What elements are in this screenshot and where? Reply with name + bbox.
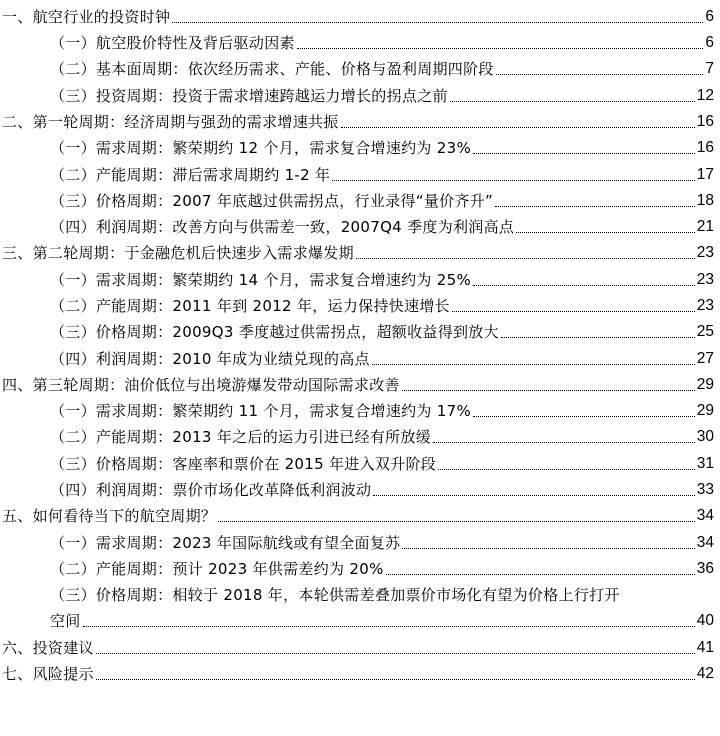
toc-entry-page: 23: [696, 297, 714, 314]
toc-entry-title: 六、投资建议: [2, 639, 94, 657]
toc-entry-page: 29: [696, 376, 714, 393]
dot-leader: [96, 679, 695, 680]
toc-entry-wrapped-continuation[interactable]: [0, 606, 714, 632]
toc-entry[interactable]: [0, 396, 714, 422]
dot-leader: [373, 495, 694, 496]
toc-entry-title: 一、航空行业的投资时钟: [2, 8, 171, 26]
toc-entry-title: 二、第一轮周期：经济周期与强劲的需求增速共振: [2, 113, 339, 131]
toc-entry[interactable]: [0, 344, 714, 370]
toc-entry-title: （四）利润周期：2010 年成为业绩兑现的高点: [50, 350, 370, 368]
toc-entry-title: （一）需求周期：繁荣期约 14 个月，需求复合增速约为 25%: [50, 271, 472, 289]
toc-entry[interactable]: [0, 528, 714, 554]
toc-entry-title: （三）价格周期：客座率和票价在 2015 年进入双升阶段: [50, 455, 437, 473]
toc-entry-title: （一）需求周期：繁荣期约 11 个月，需求复合增速约为 17%: [50, 402, 472, 420]
toc-entry-title: （二）产能周期：2013 年之后的运力引进已经有所放缓: [50, 428, 432, 446]
toc-entry-title: 四、第三轮周期：油价低位与出境游爆发带动国际需求改善: [2, 376, 400, 394]
toc-entry[interactable]: [0, 265, 714, 291]
toc-entry-title-line1: （三）价格周期：相较于 2018 年，本轮供需差叠加票价市场化有望为价格上行打开: [50, 586, 620, 604]
dot-leader: [402, 548, 694, 549]
toc-entry[interactable]: [0, 475, 714, 501]
dot-leader: [452, 311, 695, 312]
dot-leader: [341, 127, 695, 128]
toc-entry[interactable]: [0, 133, 714, 159]
toc-entry-page: 16: [696, 139, 714, 156]
dot-leader: [402, 390, 695, 391]
dot-leader: [386, 574, 695, 575]
dot-leader: [501, 337, 695, 338]
toc-entry-title: （四）利润周期：票价市场化改革降低利润波动: [50, 481, 372, 499]
dot-leader: [332, 180, 694, 181]
toc-entry-page: 34: [696, 507, 714, 524]
dot-leader: [496, 74, 704, 75]
toc-entry-title: （一）需求周期：繁荣期约 12 个月，需求复合增速约为 23%: [50, 139, 472, 157]
toc-entry-title: （二）产能周期：预计 2023 年供需差约为 20%: [50, 560, 384, 578]
toc-entry[interactable]: [0, 2, 714, 28]
toc-entry-title: （三）投资周期：投资于需求增速跨越运力增长的拐点之前: [50, 87, 448, 105]
toc-entry[interactable]: [0, 554, 714, 580]
toc-entry-wrapped[interactable]: [0, 580, 714, 606]
toc-entry-page: 29: [696, 402, 714, 419]
toc-entry[interactable]: [0, 107, 714, 133]
toc-entry[interactable]: [0, 28, 714, 54]
toc-entry-page: 30: [696, 428, 714, 445]
dot-leader: [83, 626, 695, 627]
toc-entry[interactable]: [0, 212, 714, 238]
dot-leader: [96, 653, 695, 654]
toc-entry-title: （二）产能周期：滞后需求周期约 1-2 年: [50, 166, 331, 184]
toc-entry-title: （三）价格周期：2007 年底越过供需拐点，行业录得“量价齐升”: [50, 192, 494, 210]
toc-entry[interactable]: [0, 81, 714, 107]
toc-entry[interactable]: [0, 422, 714, 448]
dot-leader: [495, 206, 695, 207]
toc-entry-page: 31: [696, 455, 714, 472]
toc-entry-title: （三）价格周期：2009Q3 季度越过供需拐点，超额收益得到放大: [50, 323, 499, 341]
toc-entry-page: 33: [696, 481, 714, 498]
toc-entry-page: 6: [705, 34, 714, 51]
dot-leader: [372, 364, 695, 365]
dot-leader: [473, 153, 695, 154]
toc-entry-title: （二）基本面周期：依次经历需求、产能、价格与盈利周期四阶段: [50, 60, 494, 78]
toc-entry[interactable]: [0, 238, 714, 264]
toc-entry-title: （四）利润周期：改善方向与供需差一致，2007Q4 季度为利润高点: [50, 218, 515, 236]
toc-entry-page: 25: [696, 323, 714, 340]
toc-entry-page: 23: [696, 271, 714, 288]
toc-entry[interactable]: [0, 54, 714, 80]
toc-entry-page: 21: [696, 218, 714, 235]
toc-entry-page: 17: [696, 166, 714, 183]
dot-leader: [433, 442, 695, 443]
toc-entry[interactable]: [0, 291, 714, 317]
toc-entry-page: 36: [696, 560, 714, 577]
toc-entry[interactable]: [0, 370, 714, 396]
toc-entry-title-line2: 空间: [50, 612, 81, 630]
toc-entry-page: 6: [705, 8, 714, 25]
dot-leader: [172, 22, 703, 23]
toc-entry-page: 12: [696, 87, 714, 104]
toc-entry-page: 40: [696, 612, 714, 629]
toc-entry-title: （一）需求周期：2023 年国际航线或有望全面复苏: [50, 534, 401, 552]
dot-leader: [473, 285, 695, 286]
toc-entry-title: （一）航空股价特性及背后驱动因素: [50, 34, 295, 52]
toc-entry-title: 七、风险提示: [2, 665, 94, 683]
toc-entry-page: 18: [696, 192, 714, 209]
toc-entry-page: 27: [696, 350, 714, 367]
toc-entry[interactable]: [0, 449, 714, 475]
dot-leader: [450, 101, 695, 102]
toc-entry-title: 五、如何看待当下的航空周期？: [2, 507, 217, 525]
toc-entry-page: 23: [696, 244, 714, 261]
dot-leader: [356, 258, 695, 259]
toc-entry[interactable]: [0, 160, 714, 186]
toc-entry-title: （二）产能周期：2011 年到 2012 年，运力保持快速增长: [50, 297, 450, 315]
toc-entry[interactable]: [0, 633, 714, 659]
toc-entry-page: 34: [696, 534, 714, 551]
toc-entry-page: 7: [705, 60, 714, 77]
toc-entry[interactable]: [0, 317, 714, 343]
dot-leader: [473, 416, 695, 417]
dot-leader: [438, 469, 695, 470]
toc-entry-title: 三、第二轮周期：于金融危机后快速步入需求爆发期: [2, 244, 354, 262]
dot-leader: [297, 48, 704, 49]
dot-leader: [516, 232, 695, 233]
toc-entry[interactable]: [0, 659, 714, 685]
toc-entry-page: 16: [696, 113, 714, 130]
toc-entry-page: 41: [696, 639, 714, 656]
toc-entry[interactable]: [0, 186, 714, 212]
toc-entry[interactable]: [0, 501, 714, 527]
dot-leader: [218, 521, 695, 522]
toc-entry-page: 42: [696, 665, 714, 682]
